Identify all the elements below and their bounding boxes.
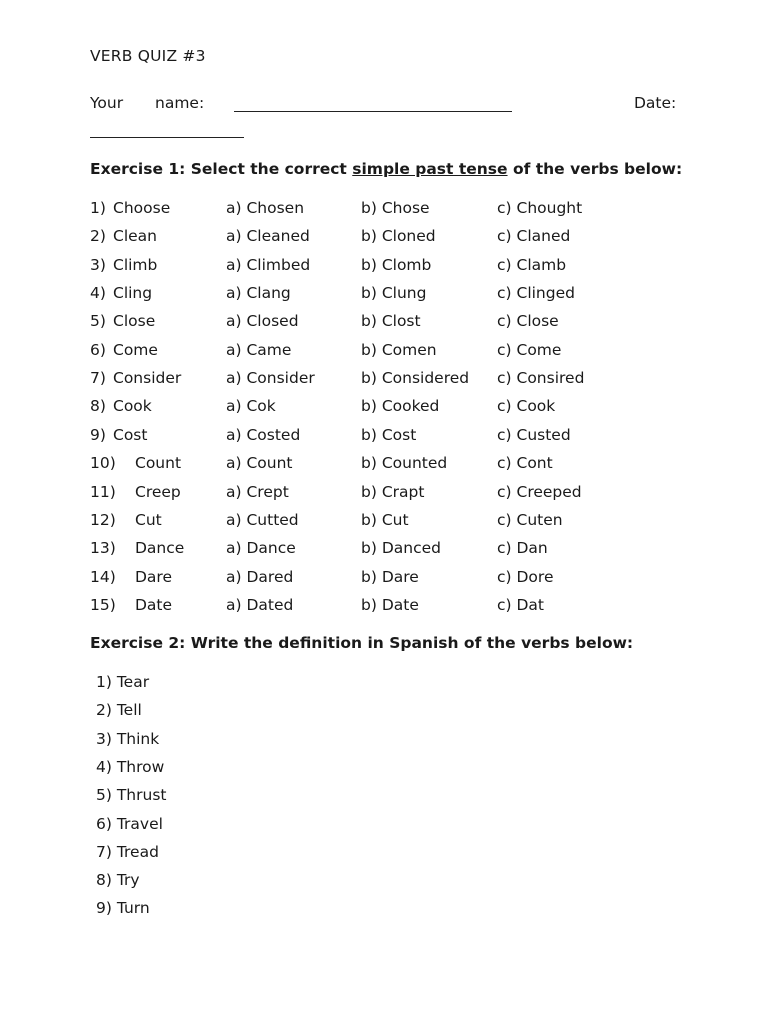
question-number: 6) bbox=[90, 340, 106, 359]
verb-item: 3) Think bbox=[96, 729, 160, 748]
question-row bbox=[90, 284, 690, 306]
answer-option-b[interactable]: b) Date bbox=[361, 595, 419, 614]
verb-item: 6) Travel bbox=[96, 814, 163, 833]
answer-option-c[interactable]: c) Clinged bbox=[497, 284, 575, 303]
answer-option-a[interactable]: a) Closed bbox=[226, 312, 299, 331]
date-blank-line[interactable] bbox=[90, 137, 244, 138]
exercise1-heading bbox=[90, 160, 682, 178]
question-number: 10) bbox=[90, 454, 116, 473]
question-verb: Date bbox=[135, 595, 173, 614]
answer-option-c[interactable]: c) Cuten bbox=[497, 510, 563, 529]
answer-option-b[interactable]: b) Clomb bbox=[361, 255, 432, 274]
question-row bbox=[90, 568, 690, 590]
verb-item: 5) Thrust bbox=[96, 786, 167, 805]
question-row bbox=[90, 199, 690, 221]
answer-option-a[interactable]: a) Count bbox=[226, 454, 293, 473]
page-title: VERB QUIZ #3 bbox=[90, 47, 206, 65]
answer-option-a[interactable]: a) Chosen bbox=[226, 199, 305, 217]
question-verb: Cut bbox=[135, 510, 162, 529]
exercise1-heading-pre: Exercise 1: Select the correct bbox=[90, 160, 353, 178]
answer-option-a[interactable]: a) Consider bbox=[226, 369, 315, 388]
answer-option-b[interactable]: b) Cooked bbox=[361, 397, 440, 416]
answer-option-c[interactable]: c) Close bbox=[497, 312, 559, 331]
question-number: 9) bbox=[90, 425, 106, 444]
answer-option-c[interactable]: c) Dat bbox=[497, 595, 545, 614]
question-row bbox=[90, 511, 690, 533]
answer-option-c[interactable]: c) Dan bbox=[497, 539, 548, 558]
question-row bbox=[90, 256, 690, 278]
question-row bbox=[90, 483, 690, 505]
question-verb: Count bbox=[135, 454, 182, 473]
question-verb: Clean bbox=[113, 227, 157, 246]
question-verb: Cook bbox=[113, 397, 152, 416]
question-number: 15) bbox=[90, 595, 116, 614]
answer-option-c[interactable]: c) Chought bbox=[497, 199, 583, 217]
answer-option-a[interactable]: a) Dared bbox=[226, 567, 294, 586]
answer-option-b[interactable]: b) Cloned bbox=[361, 227, 436, 246]
name-date-line bbox=[90, 94, 690, 116]
verb-item: 1) Tear bbox=[96, 673, 150, 691]
answer-option-a[interactable]: a) Climbed bbox=[226, 255, 311, 274]
name-label: name: bbox=[155, 94, 205, 112]
question-number: 13) bbox=[90, 539, 116, 558]
answer-option-c[interactable]: c) Cook bbox=[497, 397, 556, 416]
question-row bbox=[90, 426, 690, 448]
question-verb: Cost bbox=[113, 425, 148, 444]
question-verb: Climb bbox=[113, 255, 158, 274]
exercise2-heading: Exercise 2: Write the definition in Spanish of the verbs below: bbox=[90, 634, 634, 652]
exercise1-heading-post: of the verbs below: bbox=[507, 160, 683, 178]
answer-option-b[interactable]: b) Dare bbox=[361, 567, 419, 586]
verb-item: 2) Tell bbox=[96, 701, 142, 720]
question-row bbox=[90, 227, 690, 249]
date-label: Date: bbox=[634, 94, 677, 112]
question-number: 4) bbox=[90, 284, 106, 303]
answer-option-c[interactable]: c) Custed bbox=[497, 425, 571, 444]
question-row bbox=[90, 539, 690, 561]
answer-option-a[interactable]: a) Crept bbox=[226, 482, 289, 501]
answer-option-c[interactable]: c) Dore bbox=[497, 567, 554, 586]
answer-option-a[interactable]: a) Cok bbox=[226, 397, 276, 416]
question-verb: Dance bbox=[135, 539, 185, 558]
question-verb: Choose bbox=[113, 199, 171, 217]
verb-item: 9) Turn bbox=[96, 899, 150, 918]
question-number: 7) bbox=[90, 369, 106, 388]
answer-option-b[interactable]: b) Cut bbox=[361, 510, 409, 529]
question-number: 14) bbox=[90, 567, 116, 586]
your-label: Your bbox=[90, 94, 124, 112]
answer-option-a[interactable]: a) Dated bbox=[226, 595, 294, 614]
name-blank-line[interactable] bbox=[234, 111, 512, 112]
question-row bbox=[90, 312, 690, 334]
answer-option-b[interactable]: b) Comen bbox=[361, 340, 437, 359]
question-number: 3) bbox=[90, 255, 106, 274]
question-number: 2) bbox=[90, 227, 106, 246]
question-verb: Consider bbox=[113, 369, 182, 388]
question-verb: Come bbox=[113, 340, 158, 359]
answer-option-b[interactable]: b) Counted bbox=[361, 454, 448, 473]
question-row bbox=[90, 454, 690, 476]
verb-item: 7) Tread bbox=[96, 842, 159, 861]
answer-option-c[interactable]: c) Claned bbox=[497, 227, 571, 246]
question-number: 5) bbox=[90, 312, 106, 331]
answer-option-a[interactable]: a) Clang bbox=[226, 284, 291, 303]
question-row bbox=[90, 369, 690, 391]
exercise1-heading-underlined: simple past tense bbox=[352, 160, 508, 178]
answer-option-a[interactable]: a) Costed bbox=[226, 425, 301, 444]
answer-option-b[interactable]: b) Chose bbox=[361, 199, 430, 217]
question-number: 8) bbox=[90, 397, 106, 416]
answer-option-c[interactable]: c) Cont bbox=[497, 454, 553, 473]
answer-option-c[interactable]: c) Clamb bbox=[497, 255, 567, 274]
question-number: 1) bbox=[90, 199, 106, 217]
question-row bbox=[90, 341, 690, 363]
question-verb: Creep bbox=[135, 482, 181, 501]
question-number: 12) bbox=[90, 510, 116, 529]
answer-option-a[interactable]: a) Dance bbox=[226, 539, 296, 558]
question-verb: Close bbox=[113, 312, 156, 331]
answer-option-a[interactable]: a) Cutted bbox=[226, 510, 299, 529]
answer-option-b[interactable]: b) Crapt bbox=[361, 482, 425, 501]
answer-option-b[interactable]: b) Cost bbox=[361, 425, 417, 444]
verb-item: 8) Try bbox=[96, 871, 140, 890]
question-number: 11) bbox=[90, 482, 116, 501]
answer-option-b[interactable]: b) Danced bbox=[361, 539, 441, 558]
question-row bbox=[90, 397, 690, 419]
verb-item: 4) Throw bbox=[96, 757, 165, 776]
answer-option-c[interactable]: c) Creeped bbox=[497, 482, 582, 501]
question-verb: Dare bbox=[135, 567, 173, 586]
answer-option-c[interactable]: c) Consired bbox=[497, 369, 585, 388]
answer-option-a[interactable]: a) Cleaned bbox=[226, 227, 310, 246]
answer-option-b[interactable]: b) Clung bbox=[361, 284, 427, 303]
question-row bbox=[90, 596, 690, 618]
answer-option-c[interactable]: c) Come bbox=[497, 340, 562, 359]
answer-option-b[interactable]: b) Considered bbox=[361, 369, 470, 388]
answer-option-a[interactable]: a) Came bbox=[226, 340, 292, 359]
answer-option-b[interactable]: b) Clost bbox=[361, 312, 421, 331]
question-verb: Cling bbox=[113, 284, 153, 303]
